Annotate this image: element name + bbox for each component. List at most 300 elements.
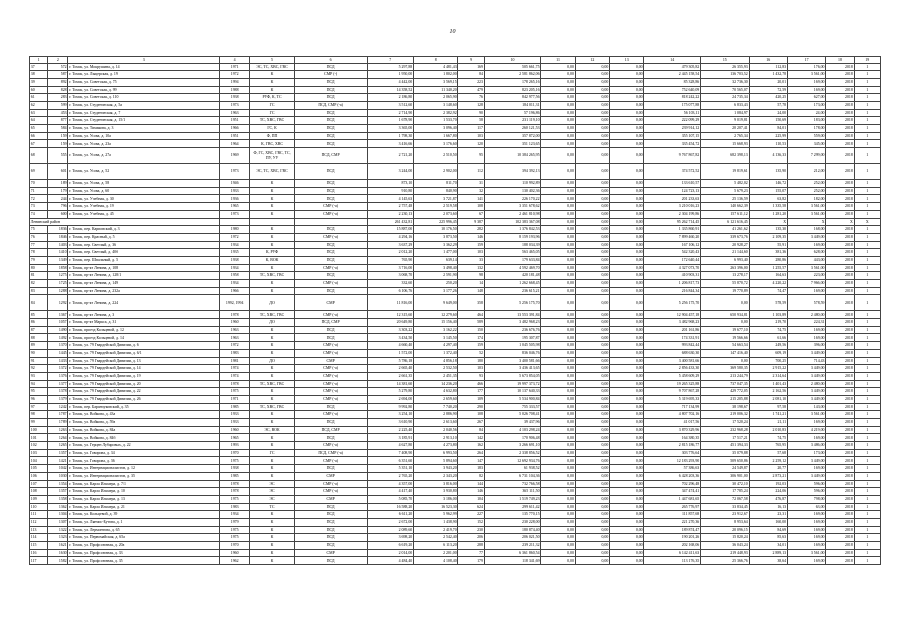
cell-col-5: ЭС [250, 488, 294, 496]
cell-col-7: 5 085,70 [367, 495, 413, 503]
cell-col-3: г. Томск, ул. Усова, д. 58 [68, 180, 220, 188]
cell-col-2: 1858 [48, 264, 68, 272]
cell-col-10: 5 673 854,05 [484, 372, 541, 380]
cell-col-12: 0,00 [575, 495, 609, 503]
table-row [30, 140, 881, 148]
cell-col-1: 84 [30, 295, 48, 311]
cell-col-6: ПСД [294, 503, 367, 511]
cell-col-9: 152 [458, 518, 484, 526]
cell-col-11: 0,00 [541, 334, 575, 342]
table-row [30, 187, 881, 195]
cell-col-10: 5 256 175,70 [484, 295, 541, 311]
cell-col-10: 1 376 842,53 [484, 226, 541, 234]
cell-col-17: 169,00 [787, 287, 825, 295]
cell-col-9: 174 [458, 334, 484, 342]
cell-col-10: 179 633,84 [484, 256, 541, 264]
cell-col-6: ПСД [294, 78, 367, 86]
cell-col-12: 0,00 [575, 534, 609, 542]
cell-col-16: 2 162,56 [749, 388, 787, 396]
cell-col-19: 1 [854, 334, 880, 342]
cell-col-6: ПСД [294, 542, 367, 550]
cell-col-13: 0,00 [610, 472, 644, 480]
cell-col-9: 230 [458, 526, 484, 534]
cell-col-15: 19 819,61 [701, 164, 750, 180]
cell-col-8: 2 591,90 [414, 272, 458, 280]
cell-col-8: 5 894,60 [414, 457, 458, 465]
cell-col-3: г. Томск, ул. Усова, д. 10а [68, 132, 220, 140]
cell-col-17: 3 561,00 [787, 549, 825, 557]
cell-col-1: 104 [30, 457, 48, 465]
cell-col-15: 26 355,93 [701, 63, 750, 71]
cell-col-9: 84 [458, 426, 484, 434]
cell-col-4: 1994 [219, 78, 249, 86]
cell-col-9: 32 [458, 187, 484, 195]
cell-col-1: 90 [30, 349, 48, 357]
cell-col-19: 1 [854, 256, 880, 264]
cell-col-7: 873,10 [367, 180, 413, 188]
column-number: 6 [294, 57, 367, 64]
cell-col-11: 0,00 [541, 195, 575, 203]
cell-col-16: 1 432,78 [749, 71, 787, 79]
cell-col-18: 2018 [826, 71, 854, 79]
cell-col-8: 9 649,00 [414, 295, 458, 311]
cell-col-3: г. Томск, ул. Студенческая, д. 7 [68, 109, 220, 117]
cell-col-2: 1304 [48, 511, 68, 519]
cell-col-14: 479 305,82 [644, 63, 701, 71]
cell-col-9: 76 [458, 94, 484, 102]
table-row [30, 241, 881, 249]
cell-col-9: 14 [458, 280, 484, 288]
cell-col-4: 1983 [219, 349, 249, 357]
cell-col-15: 20 928,27 [701, 241, 750, 249]
cell-col-13: 0,00 [610, 465, 644, 473]
table-row [30, 365, 881, 373]
cell-col-6: СМР (-) [294, 71, 367, 79]
cell-col-2: 1275 [48, 272, 68, 280]
cell-col-15: 13 278,17 [701, 272, 750, 280]
column-number: 1 [30, 57, 48, 64]
cell-col-14: 2 304 199,86 [644, 210, 701, 218]
cell-col-5: К [250, 71, 294, 79]
cell-col-11: 0,00 [541, 488, 575, 496]
cell-col-13: 0,00 [610, 488, 644, 496]
cell-col-4: 1972 [219, 233, 249, 241]
cell-col-16: 74,75 [749, 434, 787, 442]
cell-col-6: ПСД, СМР [294, 426, 367, 434]
cell-col-18: 2018 [826, 101, 854, 109]
cell-col-10: 10 384 265,95 [484, 148, 541, 164]
cell-col-14: 111 857,68 [644, 511, 701, 519]
cell-col-7: 3 244,00 [367, 164, 413, 180]
cell-col-5: К [250, 549, 294, 557]
cell-col-19: 1 [854, 140, 880, 148]
cell-col-17: 3 561,00 [787, 71, 825, 79]
cell-col-13: 0,00 [610, 534, 644, 542]
cell-col-8: 6 113,20 [414, 542, 458, 550]
cell-col-17: 169,00 [787, 557, 825, 565]
cell-col-12: 0,00 [575, 372, 609, 380]
cell-col-15: 33 834,45 [701, 503, 750, 511]
cell-col-4: 1933 [219, 419, 249, 427]
cell-col-15: 20 096,15 [701, 526, 750, 534]
cell-col-5: К [250, 349, 294, 357]
cell-col-17: 596,00 [787, 488, 825, 496]
cell-col-19: 1 [854, 488, 880, 496]
cell-col-8: 2 519,58 [414, 203, 458, 211]
cell-col-8: 639,14 [414, 256, 458, 264]
cell-col-12: 0,00 [575, 449, 609, 457]
cell-col-9: 52 [458, 349, 484, 357]
cell-col-3: г. Томск, ул. Карла Ильмера, д. 7/1 [68, 480, 220, 488]
cell-col-3: г. Томск, пер. Светлый, д. 40б [68, 249, 220, 257]
cell-col-3: г. Томск, ул. 79 Гвардейской Дивизии, д. 14 [68, 365, 220, 373]
cell-col-12: 0,00 [575, 365, 609, 373]
cell-col-6: СМР [294, 549, 367, 557]
cell-col-3: г. Томск, ул. Первомайская, д. 65а [68, 534, 220, 542]
cell-col-19: 1 [854, 434, 880, 442]
column-number: 2 [48, 57, 68, 64]
cell-col-4: 1938 [219, 256, 249, 264]
cell-col-1: 92 [30, 365, 48, 373]
cell-col-6: ПСД [294, 249, 367, 257]
cell-col-1: 69 [30, 164, 48, 180]
cell-col-4: 1934 [219, 511, 249, 519]
table-row [30, 63, 881, 71]
cell-col-2: 1725 [48, 280, 68, 288]
cell-col-12: 0,00 [575, 526, 609, 534]
cell-col-10: 357 872,00 [484, 132, 541, 140]
cell-col-7: 4 484,40 [367, 557, 413, 565]
cell-col-14: 542 320,43 [644, 249, 701, 257]
table-row [30, 280, 881, 288]
cell-col-3: г. Томск, ул. Профсоюзная, д. 33 [68, 549, 220, 557]
cell-col-19: 1 [854, 342, 880, 350]
cell-col-2: 1421 [48, 457, 68, 465]
cell-col-11: 0,00 [541, 241, 575, 249]
cell-col-16: 57,68 [749, 449, 787, 457]
table-row [30, 117, 881, 125]
cell-col-18: 2018 [826, 233, 854, 241]
cell-col-13: 0,00 [610, 241, 644, 249]
cell-col-18: 2018 [826, 488, 854, 496]
cell-col-15: 1 084,97 [701, 109, 750, 117]
cell-col-4: 1983 [219, 503, 249, 511]
cell-col-18: 2018 [826, 264, 854, 272]
cell-col-11: 0,00 [541, 419, 575, 427]
cell-col-6: СМР (-а) [294, 210, 367, 218]
cell-col-5: ЭС, ТС, ХВС, ГВС [250, 63, 294, 71]
cell-col-12: 0,00 [575, 101, 609, 109]
cell-col-15: 32 736,30 [701, 78, 750, 86]
cell-col-17: 3 449,00 [787, 388, 825, 396]
cell-col-11: 0,00 [541, 109, 575, 117]
cell-col-6: СМР [294, 295, 367, 311]
cell-col-12: 0,00 [575, 63, 609, 71]
cell-col-13: 0,00 [610, 480, 644, 488]
cell-col-10: 135 770,15 [484, 511, 541, 519]
cell-col-5: К [250, 395, 294, 403]
cell-col-10: 563 465,05 [484, 249, 541, 257]
cell-col-17: 169,00 [787, 326, 825, 334]
cell-col-9: 169 [458, 63, 484, 71]
cell-col-2: 601 [48, 164, 68, 180]
cell-col-7: 4 660,40 [367, 342, 413, 350]
cell-col-11: 0,00 [541, 442, 575, 450]
cell-col-12: 0,00 [575, 218, 609, 226]
cell-col-14: 6 142 411,63 [644, 549, 701, 557]
cell-col-14: 752 640,09 [644, 86, 701, 94]
column-number: 10 [484, 57, 541, 64]
cell-col-11: 0,00 [541, 71, 575, 79]
cell-col-19: 1 [854, 411, 880, 419]
cell-col-2: 1265 [48, 442, 68, 450]
cell-col-1: 81 [30, 272, 48, 280]
cell-col-3: г. Томск, ул. Студенческая, д. 15/1 [68, 117, 220, 125]
cell-col-5: ЭС [250, 480, 294, 488]
cell-col-5: ГС [250, 101, 294, 109]
cell-col-7: 2 661,35 [367, 372, 413, 380]
cell-col-10: 4 592 469,70 [484, 264, 541, 272]
cell-col-13: 0,00 [610, 272, 644, 280]
cell-col-3: г. Томск, пер. Карповский, д. 3 [68, 226, 220, 234]
cell-col-1: 106 [30, 472, 48, 480]
cell-col-6: СМР (-а) [294, 395, 367, 403]
cell-col-5: К [250, 195, 294, 203]
cell-col-4: 1935 [219, 249, 249, 257]
cell-col-19: 1 [854, 233, 880, 241]
table-row [30, 264, 881, 272]
cell-col-3: г. Томск, пр-кт Ленина, д. 149 [68, 280, 220, 288]
cell-col-16: 74,75 [749, 326, 787, 334]
cell-col-3: г. Томск, ул. Говорова, д. 36 [68, 457, 220, 465]
cell-col-8: 11 340,20 [414, 86, 458, 94]
cell-col-14: 164 380,35 [644, 434, 701, 442]
cell-col-19: 1 [854, 349, 880, 357]
cell-col-5: К [250, 334, 294, 342]
cell-col-10: 12 692 934,76 [484, 457, 541, 465]
cell-col-3: г. Томск, пр-кт Ленина, д. 232а [68, 287, 220, 295]
cell-col-18: 2018 [826, 203, 854, 211]
cell-col-8: 250,20 [414, 280, 458, 288]
cell-col-18: 2018 [826, 94, 854, 102]
cell-col-10: 394 392,13 [484, 164, 541, 180]
cell-col-3: г. Томск, ул. 79 Гвардейской Дивизии, д. 13 [68, 357, 220, 365]
cell-col-16: 1 255,57 [749, 264, 787, 272]
cell-col-15: 509 650,86 [701, 457, 750, 465]
cell-col-13: 0,00 [610, 63, 644, 71]
cell-col-6: ПСД [294, 272, 367, 280]
cell-col-13: 0,00 [610, 101, 644, 109]
cell-col-7: 2 721,20 [367, 148, 413, 164]
cell-col-19: 1 [854, 195, 880, 203]
cell-col-1: 113 [30, 526, 48, 534]
cell-col-2: 1030 [48, 472, 68, 480]
cell-col-16: 700,25 [749, 357, 787, 365]
cell-col-19: 1 [854, 426, 880, 434]
cell-col-1: 68 [30, 148, 48, 164]
cell-col-4: 1969 [219, 148, 249, 164]
table-row [30, 180, 881, 188]
cell-col-19: 1 [854, 542, 880, 550]
cell-col-9: 146 [458, 488, 484, 496]
cell-col-9: 206 [458, 534, 484, 542]
cell-col-12: 0,00 [575, 164, 609, 180]
column-number: 19 [854, 57, 880, 64]
cell-col-4: 1970 [219, 449, 249, 457]
cell-col-13: 0,00 [610, 372, 644, 380]
cell-col-12: 0,00 [575, 557, 609, 565]
cell-col-2: 572 [48, 63, 68, 71]
cell-col-16: 57,78 [749, 101, 787, 109]
cell-col-6: СМР (-а) [294, 233, 367, 241]
cell-col-11: 0,00 [541, 218, 575, 226]
table-row [30, 78, 881, 86]
cell-col-16: 16,13 [749, 503, 787, 511]
cell-col-18: 2018 [826, 465, 854, 473]
cell-col-3: г. Томск, ул. Лермонтова, д. 65 [68, 526, 220, 534]
cell-col-18: 2018 [826, 280, 854, 288]
cell-col-18: 2018 [826, 549, 854, 557]
cell-col-13: 0,00 [610, 342, 644, 350]
cell-col-4: 1962 [219, 557, 249, 565]
column-number: 14 [644, 57, 701, 64]
cell-col-5: К [250, 465, 294, 473]
cell-col-9: 109 [458, 395, 484, 403]
cell-col-19: 1 [854, 125, 880, 133]
cell-col-11: 0,00 [541, 526, 575, 534]
cell-col-17: 182,00 [787, 195, 825, 203]
table-row [30, 357, 881, 365]
table-row [30, 164, 881, 180]
column-number: 5 [250, 57, 294, 64]
cell-col-13: 0,00 [610, 210, 644, 218]
cell-col-10: 755 333,57 [484, 403, 541, 411]
cell-col-4: 1973 [219, 101, 249, 109]
cell-col-6: СМР (-а) [294, 349, 367, 357]
cell-col-6: ПСД [294, 180, 367, 188]
cell-col-2: 1264 [48, 434, 68, 442]
cell-col-9: 180 [458, 357, 484, 365]
cell-col-2: 599 [48, 101, 68, 109]
cell-col-13: 0,00 [610, 395, 644, 403]
cell-col-10: 6 731 104,36 [484, 472, 541, 480]
cell-col-2: 1354 [48, 480, 68, 488]
column-number: 4 [219, 57, 249, 64]
cell-col-5: К [250, 342, 294, 350]
table-row [30, 125, 881, 133]
cell-col-1: 79 [30, 256, 48, 264]
cell-col-9: 464 [458, 311, 484, 319]
cell-col-2: 877 [48, 117, 68, 125]
column-number: 13 [610, 57, 644, 64]
cell-col-3: г. Томск, проезд Кольцевой, д. 12 [68, 326, 220, 334]
cell-col-13: 0,00 [610, 442, 644, 450]
table-row [30, 226, 881, 234]
cell-col-1: 71 [30, 187, 48, 195]
cell-col-12: 0,00 [575, 86, 609, 94]
cell-col-15: 219 448,93 [701, 549, 750, 557]
cell-col-7: 4 145,63 [367, 195, 413, 203]
cell-col-14: 7 899 460,20 [644, 233, 701, 241]
cell-col-11: 0,00 [541, 148, 575, 164]
cell-col-11: 0,00 [541, 557, 575, 565]
cell-col-4: 1975 [219, 534, 249, 542]
cell-col-11: 0,00 [541, 140, 575, 148]
cell-col-9: 159 [458, 342, 484, 350]
cell-col-14: 19 265 325,88 [644, 380, 701, 388]
cell-col-8: 3 096,40 [414, 125, 458, 133]
cell-col-9: 112 [458, 164, 484, 180]
cell-col-9: 358 [458, 295, 484, 311]
cell-col-7: 3 303,22 [367, 326, 413, 334]
cell-col-19: 1 [854, 357, 880, 365]
cell-col-17: 176,00 [787, 63, 825, 71]
cell-col-3: г. Томск, ул. Войкова, д. 43а [68, 411, 220, 419]
cell-col-14: 5 319 695,33 [644, 395, 701, 403]
cell-col-9: 144 [458, 480, 484, 488]
table-row [30, 426, 881, 434]
cell-col-16: 476,87 [749, 495, 787, 503]
cell-col-2: 1372 [48, 365, 68, 373]
cell-col-14: 4 807 702,16 [644, 411, 701, 419]
cell-col-9: 183 [458, 465, 484, 473]
cell-col-10: 842 977,56 [484, 94, 541, 102]
table-row [30, 101, 881, 109]
cell-col-16: 4 220,22 [749, 280, 787, 288]
cell-col-18: 2018 [826, 449, 854, 457]
cell-col-7: 14 381,60 [367, 380, 413, 388]
cell-col-1: 63 [30, 109, 48, 117]
cell-col-14: 1 335 860,91 [644, 226, 701, 234]
cell-col-5: К [250, 472, 294, 480]
cell-col-11: 0,00 [541, 503, 575, 511]
cell-col-7: 1 950,00 [367, 71, 413, 79]
cell-col-4: 1979 [219, 518, 249, 526]
cell-col-7: 3 185,91 [367, 434, 413, 442]
cell-col-2: 1323 [48, 534, 68, 542]
cell-col-8: 2 913,10 [414, 434, 458, 442]
cell-col-16: 155,07 [749, 187, 787, 195]
cell-col-19: 1 [854, 94, 880, 102]
cell-col-1: 97 [30, 403, 48, 411]
cell-col-14: 303 776,64 [644, 449, 701, 457]
cell-col-19: 1 [854, 63, 880, 71]
cell-col-13: 0,00 [610, 71, 644, 79]
cell-col-18: 2018 [826, 109, 854, 117]
cell-col-14: 355 107,15 [644, 132, 701, 140]
cell-col-6: ПСД [294, 526, 367, 534]
cell-col-12: 0,00 [575, 395, 609, 403]
cell-col-18: 2018 [826, 542, 854, 550]
cell-col-6: ПСД [294, 465, 367, 473]
cell-col-12: 0,00 [575, 287, 609, 295]
cell-col-12: 0,00 [575, 442, 609, 450]
table-row [30, 349, 881, 357]
cell-col-15: 737 047,35 [701, 380, 750, 388]
cell-col-16: 224,06 [749, 488, 787, 496]
cell-col-15: 147 416,40 [701, 349, 750, 357]
cell-col-17: 3 449,00 [787, 365, 825, 373]
cell-col-15: 0,00 [701, 357, 750, 365]
cell-col-11: 0,00 [541, 434, 575, 442]
cell-col-8: 3 816,00 [414, 480, 458, 488]
cell-col-16: 85,63 [749, 534, 787, 542]
cell-col-19: 1 [854, 280, 880, 288]
cell-col-4: 1963 [219, 326, 249, 334]
cell-col-3: г. Томск, пер. Шпальный, д. 5 [68, 256, 220, 264]
cell-col-16: 150,69 [749, 117, 787, 125]
cell-col-4: 1960 [219, 426, 249, 434]
